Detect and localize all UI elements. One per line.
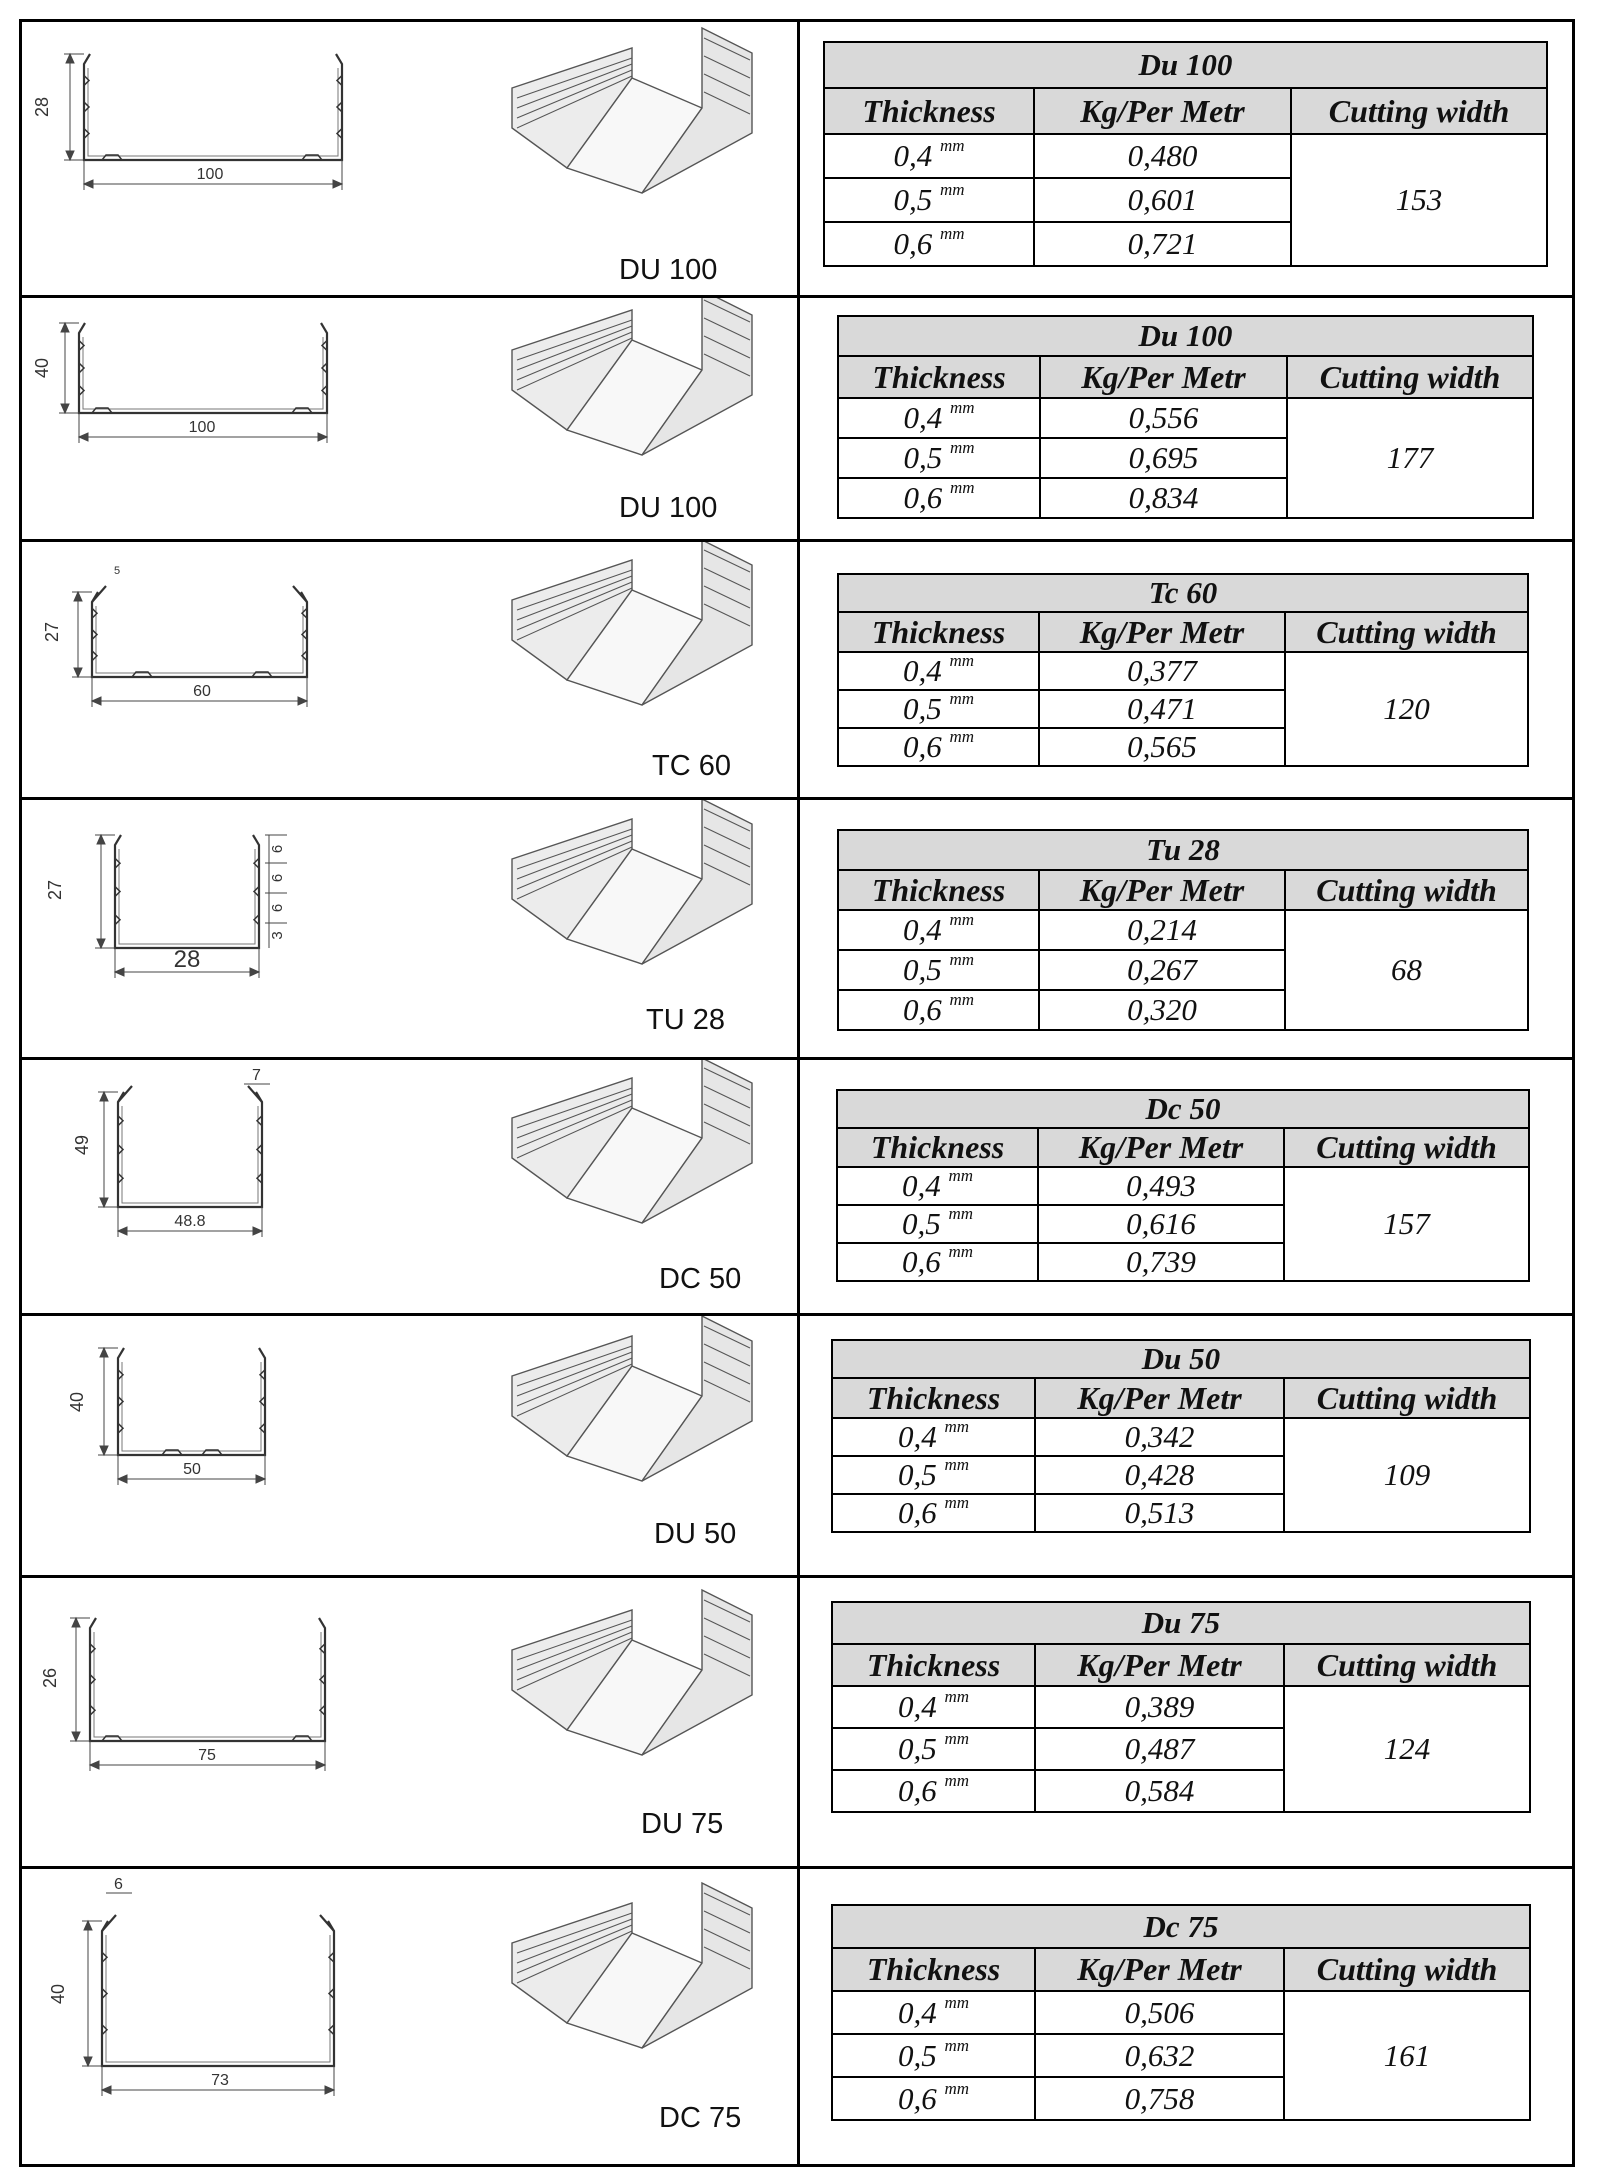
cross-section-outline <box>90 1618 325 1741</box>
kg-per-metr-cell: 0,632 <box>1035 2034 1284 2077</box>
kg-per-metr-cell: 0,506 <box>1035 1991 1284 2034</box>
thickness-value: 0,6 <box>902 992 942 1027</box>
spec-row <box>838 910 1528 950</box>
dimension-lip-label: 7 <box>252 1067 261 1084</box>
column-divider <box>797 800 800 1057</box>
kg-per-metr-cell: 0,428 <box>1035 1456 1284 1494</box>
cutting-width-cell: 120 <box>1285 652 1528 766</box>
kg-per-metr-cell: 0,471 <box>1039 690 1285 728</box>
spec-table <box>837 315 1534 519</box>
thickness-cell <box>832 1456 1035 1494</box>
header-kg-per-metr: Kg/Per Metr <box>1038 1128 1284 1167</box>
spec-row <box>838 398 1533 438</box>
dimension-height-label: 40 <box>48 1983 68 2005</box>
kg-per-metr-cell: 0,480 <box>1034 134 1291 178</box>
spec-row <box>824 134 1547 178</box>
profile-3d-icon <box>512 298 752 455</box>
thickness-unit: mm <box>949 727 975 746</box>
thickness-unit: mm <box>949 398 975 417</box>
column-divider <box>797 1869 800 2164</box>
kg-per-metr-cell: 0,758 <box>1035 2077 1284 2120</box>
column-divider <box>797 542 800 797</box>
spec-table-title: Tu 28 <box>838 830 1528 870</box>
cutting-width-cell: 68 <box>1285 910 1528 1030</box>
header-kg-per-metr: Kg/Per Metr <box>1040 356 1287 398</box>
dimension-height-label: 40 <box>67 1391 87 1413</box>
thickness-cell <box>824 222 1034 266</box>
cross-section-outline <box>92 586 307 677</box>
profile-model-label: TU 28 <box>646 1004 725 1036</box>
profile-row <box>22 1869 1572 2164</box>
thickness-unit: mm <box>949 950 975 969</box>
column-divider <box>797 1578 800 1866</box>
profile-spec-sheet <box>19 19 1575 2167</box>
thickness-cell <box>838 398 1040 438</box>
thickness-cell <box>838 438 1040 478</box>
kg-per-metr-cell: 0,616 <box>1038 1205 1284 1243</box>
thickness-value: 0,4 <box>902 653 942 688</box>
thickness-cell <box>838 478 1040 518</box>
profile-3d-icon <box>512 1590 752 1755</box>
thickness-cell <box>838 728 1039 766</box>
thickness-cell <box>837 1243 1038 1281</box>
thickness-value: 0,5 <box>902 952 942 987</box>
profile-drawing <box>22 1869 797 2164</box>
cross-section-outline <box>115 835 259 948</box>
thickness-cell <box>832 2077 1035 2120</box>
thickness-cell <box>824 178 1034 222</box>
kg-per-metr-cell: 0,493 <box>1038 1167 1284 1205</box>
thickness-cell <box>832 2034 1035 2077</box>
header-cutting-width: Cutting width <box>1291 88 1547 134</box>
thickness-cell <box>824 134 1034 178</box>
spec-table <box>823 41 1548 267</box>
header-thickness: Thickness <box>838 356 1040 398</box>
thickness-value: 0,4 <box>903 400 943 435</box>
kg-per-metr-cell: 0,320 <box>1039 990 1285 1030</box>
thickness-value: 0,4 <box>897 1689 937 1724</box>
thickness-cell <box>837 1167 1038 1205</box>
profile-drawing <box>22 1316 797 1575</box>
cutting-width-cell: 124 <box>1284 1686 1530 1812</box>
dimension-lip-label: 5 <box>114 565 121 577</box>
profile-row <box>22 22 1572 298</box>
profile-model-label: DU 100 <box>619 254 718 286</box>
thickness-unit: mm <box>944 1417 970 1436</box>
thickness-value: 0,5 <box>897 2037 937 2073</box>
thickness-value: 0,6 <box>897 2080 937 2116</box>
cross-section-outline <box>79 323 327 413</box>
thickness-unit: mm <box>948 1204 974 1223</box>
dimension-segment-label: 3 <box>269 931 286 940</box>
thickness-value: 0,5 <box>903 440 943 475</box>
dimension-width-label: 60 <box>193 683 211 700</box>
profile-3d-icon <box>512 800 752 964</box>
profile-model-label: TC 60 <box>652 750 731 782</box>
header-cutting-width: Cutting width <box>1285 612 1528 652</box>
thickness-unit: mm <box>944 1729 970 1748</box>
dimension-width-label: 48.8 <box>174 1213 206 1230</box>
header-thickness: Thickness <box>837 1128 1038 1167</box>
thickness-cell <box>832 1770 1035 1812</box>
thickness-unit: mm <box>949 478 975 497</box>
thickness-unit: mm <box>949 438 975 457</box>
header-cutting-width: Cutting width <box>1285 870 1528 910</box>
dimension-height-label: 26 <box>40 1667 60 1689</box>
thickness-value: 0,4 <box>893 138 933 173</box>
profile-3d-icon <box>512 1060 752 1223</box>
thickness-unit: mm <box>949 990 975 1009</box>
spec-table <box>837 573 1529 767</box>
thickness-value: 0,5 <box>902 691 942 726</box>
kg-per-metr-cell: 0,513 <box>1035 1494 1284 1532</box>
spec-table-title: Tc 60 <box>838 574 1528 612</box>
thickness-cell <box>837 1205 1038 1243</box>
header-cutting-width: Cutting width <box>1284 1378 1530 1418</box>
cutting-width-cell: 161 <box>1284 1991 1530 2120</box>
kg-per-metr-cell: 0,565 <box>1039 728 1285 766</box>
dimension-width-label: 28 <box>173 946 201 973</box>
cutting-width-cell: 109 <box>1284 1418 1530 1532</box>
kg-per-metr-cell: 0,377 <box>1039 652 1285 690</box>
spec-table <box>836 1089 1530 1282</box>
kg-per-metr-cell: 0,739 <box>1038 1243 1284 1281</box>
kg-per-metr-cell: 0,601 <box>1034 178 1291 222</box>
thickness-unit: mm <box>944 1455 970 1474</box>
spec-table-title: Dc 50 <box>837 1090 1529 1128</box>
thickness-value: 0,6 <box>897 1773 937 1808</box>
profile-model-label: DC 75 <box>659 2102 742 2134</box>
thickness-unit: mm <box>939 180 965 199</box>
cross-section-outline <box>102 1915 334 2066</box>
dimension-height-label: 27 <box>45 879 65 901</box>
spec-row <box>832 1991 1530 2034</box>
cross-section-outline <box>84 54 342 160</box>
thickness-cell <box>838 652 1039 690</box>
dimension-height-label: 40 <box>32 357 52 379</box>
column-divider <box>797 22 800 295</box>
header-kg-per-metr: Kg/Per Metr <box>1034 88 1291 134</box>
thickness-value: 0,4 <box>897 1419 937 1454</box>
thickness-cell <box>838 690 1039 728</box>
dimension-segment-label: 6 <box>269 873 286 883</box>
column-divider <box>797 1316 800 1575</box>
profile-row <box>22 1316 1572 1578</box>
profile-drawing <box>22 22 797 295</box>
thickness-unit: mm <box>944 1992 970 2012</box>
profile-drawing <box>22 800 797 1057</box>
thickness-cell <box>832 1418 1035 1456</box>
header-thickness: Thickness <box>838 612 1039 652</box>
cross-section-outline <box>118 1348 265 1455</box>
thickness-value: 0,6 <box>903 480 943 515</box>
dimension-height-label: 49 <box>72 1134 92 1156</box>
kg-per-metr-cell: 0,342 <box>1035 1418 1284 1456</box>
spec-table-title: Du 100 <box>824 42 1547 88</box>
dimension-width-label: 100 <box>188 419 216 436</box>
spec-row <box>838 652 1528 690</box>
thickness-unit: mm <box>949 689 975 708</box>
profile-model-label: DC 50 <box>659 1263 742 1295</box>
profile-row <box>22 1060 1572 1316</box>
thickness-value: 0,5 <box>897 1731 937 1766</box>
dimension-width-label: 73 <box>211 2072 229 2089</box>
kg-per-metr-cell: 0,721 <box>1034 222 1291 266</box>
thickness-unit: mm <box>944 1493 970 1512</box>
dimension-height-label: 27 <box>42 621 62 643</box>
spec-table <box>831 1339 1531 1533</box>
dimension-lines <box>98 1348 265 1485</box>
profile-row <box>22 542 1572 800</box>
spec-table-title: Du 75 <box>832 1602 1530 1644</box>
header-thickness: Thickness <box>832 1378 1035 1418</box>
cutting-width-cell: 157 <box>1284 1167 1529 1281</box>
thickness-cell <box>838 950 1039 990</box>
spec-table-title: Du 100 <box>838 316 1533 356</box>
thickness-value: 0,5 <box>897 1457 937 1492</box>
spec-table <box>831 1904 1531 2121</box>
spec-table <box>837 829 1529 1031</box>
thickness-value: 0,6 <box>902 729 942 764</box>
kg-per-metr-cell: 0,487 <box>1035 1728 1284 1770</box>
kg-per-metr-cell: 0,834 <box>1040 478 1287 518</box>
cutting-width-cell: 177 <box>1287 398 1533 518</box>
thickness-value: 0,4 <box>897 1994 937 2030</box>
thickness-unit: mm <box>944 1687 970 1706</box>
kg-per-metr-cell: 0,267 <box>1039 950 1285 990</box>
dimension-lip-label: 6 <box>114 1876 123 1893</box>
header-kg-per-metr: Kg/Per Metr <box>1035 1644 1284 1686</box>
profile-drawing <box>22 298 797 539</box>
thickness-value: 0,6 <box>893 226 933 261</box>
spec-table <box>831 1601 1531 1813</box>
profile-model-label: DU 75 <box>641 1808 724 1840</box>
thickness-cell <box>832 1686 1035 1728</box>
dimension-width-label: 50 <box>183 1461 201 1478</box>
thickness-unit: mm <box>948 1242 974 1261</box>
kg-per-metr-cell: 0,556 <box>1040 398 1287 438</box>
cutting-width-cell: 153 <box>1291 134 1547 266</box>
profile-3d-icon <box>512 28 752 193</box>
thickness-value: 0,4 <box>901 1168 941 1203</box>
profile-drawing <box>22 1578 797 1866</box>
header-thickness: Thickness <box>838 870 1039 910</box>
profile-row <box>22 298 1572 542</box>
thickness-value: 0,6 <box>901 1244 941 1279</box>
thickness-cell <box>832 1991 1035 2034</box>
dimension-lines <box>72 592 307 707</box>
spec-row <box>832 1686 1530 1728</box>
header-kg-per-metr: Kg/Per Metr <box>1039 612 1285 652</box>
header-cutting-width: Cutting width <box>1284 1644 1530 1686</box>
profile-row <box>22 1578 1572 1869</box>
header-kg-per-metr: Kg/Per Metr <box>1035 1378 1284 1418</box>
dimension-segment-label: 6 <box>269 903 286 913</box>
thickness-cell <box>832 1494 1035 1532</box>
spec-table-title: Dc 75 <box>832 1905 1530 1948</box>
dimension-height-label: 28 <box>32 96 52 118</box>
thickness-unit: mm <box>949 651 975 670</box>
header-cutting-width: Cutting width <box>1287 356 1533 398</box>
thickness-value: 0,5 <box>893 182 933 217</box>
profile-model-label: DU 50 <box>654 1518 737 1550</box>
thickness-unit: mm <box>944 2035 970 2055</box>
column-divider <box>797 298 800 539</box>
thickness-cell <box>838 990 1039 1030</box>
profile-3d-icon <box>512 1883 752 2048</box>
kg-per-metr-cell: 0,389 <box>1035 1686 1284 1728</box>
thickness-unit: mm <box>939 136 965 155</box>
thickness-unit: mm <box>944 1771 970 1790</box>
column-divider <box>797 1060 800 1313</box>
profile-model-label: DU 100 <box>619 492 718 524</box>
thickness-cell <box>838 910 1039 950</box>
profile-row <box>22 800 1572 1060</box>
thickness-cell <box>832 1728 1035 1770</box>
cross-section-outline <box>118 1086 262 1207</box>
profile-3d-icon <box>512 1316 752 1481</box>
dimension-width-label: 75 <box>198 1747 216 1764</box>
kg-per-metr-cell: 0,695 <box>1040 438 1287 478</box>
thickness-unit: mm <box>939 224 965 243</box>
spec-row <box>832 1418 1530 1456</box>
thickness-value: 0,4 <box>902 912 942 947</box>
spec-row <box>837 1167 1529 1205</box>
thickness-unit: mm <box>944 2078 970 2098</box>
dimension-segment-label: 6 <box>269 844 286 854</box>
profile-drawing <box>22 542 797 797</box>
dimension-width-label: 100 <box>196 166 224 183</box>
header-thickness: Thickness <box>832 1644 1035 1686</box>
header-thickness: Thickness <box>832 1948 1035 1991</box>
header-cutting-width: Cutting width <box>1284 1948 1530 1991</box>
kg-per-metr-cell: 0,584 <box>1035 1770 1284 1812</box>
kg-per-metr-cell: 0,214 <box>1039 910 1285 950</box>
profile-drawing <box>22 1060 797 1313</box>
header-thickness: Thickness <box>824 88 1034 134</box>
header-kg-per-metr: Kg/Per Metr <box>1035 1948 1284 1991</box>
header-cutting-width: Cutting width <box>1284 1128 1529 1167</box>
thickness-value: 0,5 <box>901 1206 941 1241</box>
thickness-unit: mm <box>948 1166 974 1185</box>
thickness-unit: mm <box>949 910 975 929</box>
header-kg-per-metr: Kg/Per Metr <box>1039 870 1285 910</box>
thickness-value: 0,6 <box>897 1495 937 1530</box>
profile-3d-icon <box>512 542 752 705</box>
spec-table-title: Du 50 <box>832 1340 1530 1378</box>
